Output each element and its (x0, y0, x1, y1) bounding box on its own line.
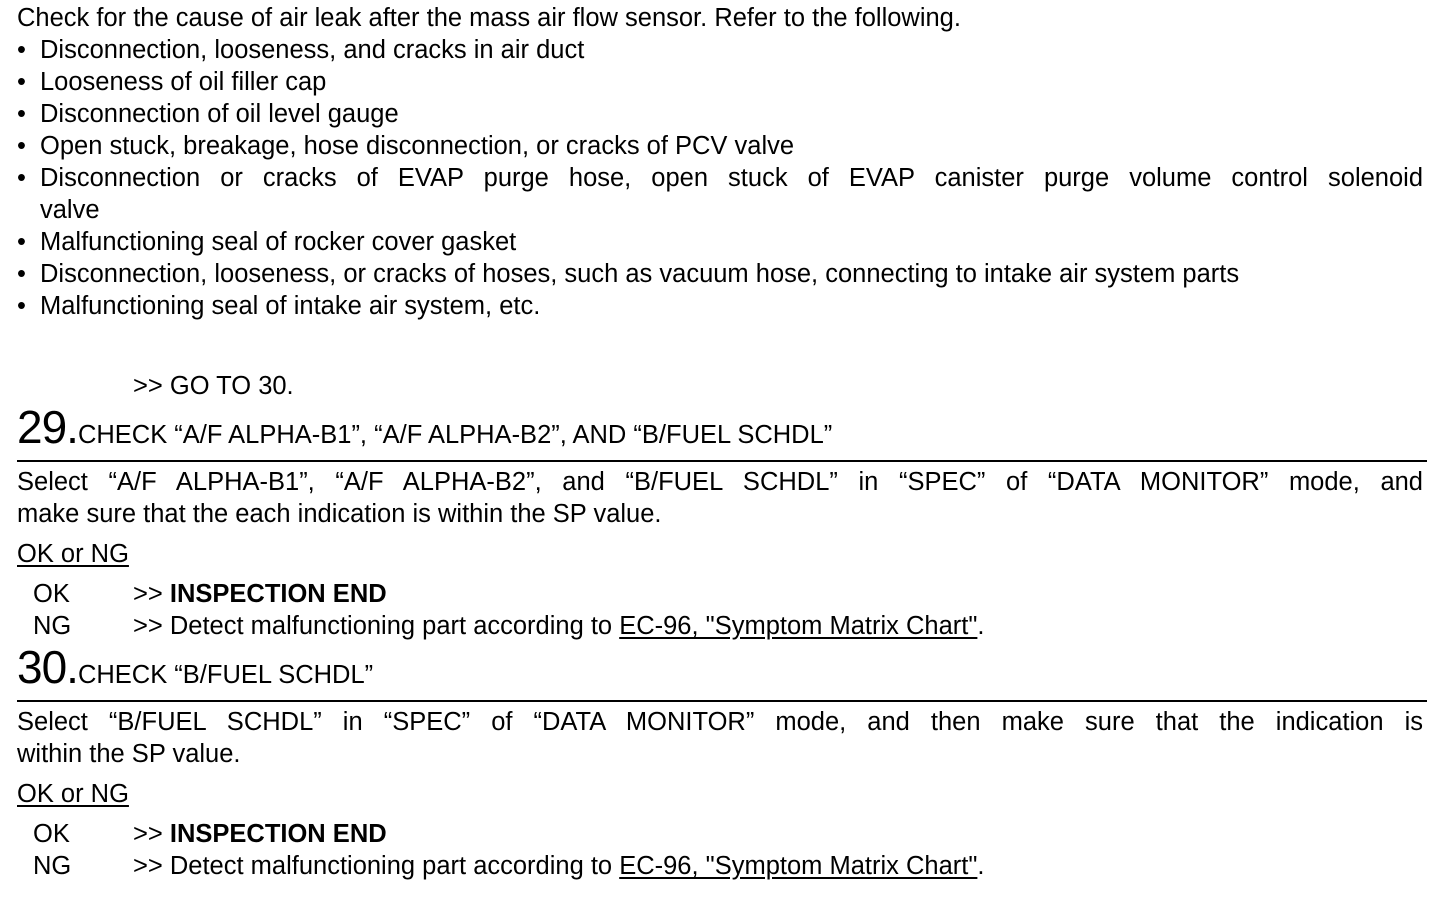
ok-result (133, 818, 387, 850)
list-item-text: Malfunctioning seal of intake air system, etc. (40, 292, 541, 320)
ok-or-ng-label: OK or NG (17, 540, 129, 568)
list-item-text: Disconnection, looseness, or cracks of hoses, such as vacuum hose, connecting to intake air system parts (40, 260, 1240, 288)
ok-result (133, 578, 387, 610)
bullet-icon: • (17, 100, 26, 128)
step-29-heading (17, 401, 833, 453)
ng-result-key: NG (33, 612, 72, 640)
bullet-icon: • (17, 132, 26, 160)
list-item-text: valve (40, 196, 100, 224)
step-number: 29. (17, 401, 78, 453)
section-divider (17, 700, 1427, 702)
ng-result (133, 850, 984, 882)
list-item-text: Looseness of oil filler cap (40, 68, 327, 96)
symptom-matrix-chart-link[interactable]: EC-96, "Symptom Matrix Chart" (619, 612, 978, 640)
bullet-icon: • (17, 36, 26, 64)
ok-result-key: OK (33, 820, 70, 848)
ng-result-key: NG (33, 852, 72, 880)
list-item-text: Disconnection, looseness, and cracks in air duct (40, 36, 585, 64)
bullet-icon: • (17, 164, 26, 192)
bullet-icon: • (17, 228, 26, 256)
section-divider (17, 460, 1427, 462)
result-arrow: >> (133, 820, 170, 848)
intro-text: Check for the cause of air leak after the mass air flow sensor. Refer to the following. (17, 4, 961, 32)
ng-result-suffix: . (977, 612, 985, 640)
bullet-icon: • (17, 68, 26, 96)
ng-result-suffix: . (977, 852, 985, 880)
list-item-text: Disconnection or cracks of EVAP purge hose, open stuck of EVAP canister purge volume control solenoid (40, 164, 1423, 192)
step-title: CHECK “A/F ALPHA-B1”, “A/F ALPHA-B2”, AND “B/FUEL SCHDL” (77, 421, 833, 449)
symptom-matrix-chart-link[interactable]: EC-96, "Symptom Matrix Chart" (619, 852, 978, 880)
step-30-instructions (17, 706, 1423, 770)
bullet-icon: • (17, 292, 26, 320)
step-title: CHECK “B/FUEL SCHDL” (77, 661, 374, 689)
ok-result-key: OK (33, 580, 70, 608)
inspection-end-text: INSPECTION END (169, 580, 387, 608)
inspection-end-text: INSPECTION END (169, 820, 387, 848)
step-30-heading (17, 641, 374, 693)
list-item-text: Open stuck, breakage, hose disconnection, or cracks of PCV valve (40, 132, 795, 160)
list-item-text: Disconnection of oil level gauge (40, 100, 399, 128)
ok-or-ng-label: OK or NG (17, 780, 129, 808)
list-item-text: Malfunctioning seal of rocker cover gasket (40, 228, 517, 256)
ng-result-text: >> Detect malfunctioning part according to (133, 612, 620, 640)
ng-result-text: >> Detect malfunctioning part according to (133, 852, 620, 880)
instruction-line: Select “A/F ALPHA-B1”, “A/F ALPHA-B2”, and “B/FUEL SCHDL” in “SPEC” of “DATA MONITOR” mode, and (17, 468, 1423, 496)
ng-result (133, 610, 984, 642)
step-29-instructions (17, 466, 1423, 530)
instruction-line: Select “B/FUEL SCHDL” in “SPEC” of “DATA MONITOR” mode, and then make sure that the indication is (17, 708, 1423, 736)
step-number: 30. (17, 641, 78, 693)
result-arrow: >> (133, 580, 170, 608)
instruction-line: within the SP value. (17, 740, 241, 768)
goto-next-step: >> GO TO 30. (133, 372, 294, 400)
instruction-line: make sure that the each indication is within the SP value. (17, 500, 662, 528)
bullet-icon: • (17, 260, 26, 288)
